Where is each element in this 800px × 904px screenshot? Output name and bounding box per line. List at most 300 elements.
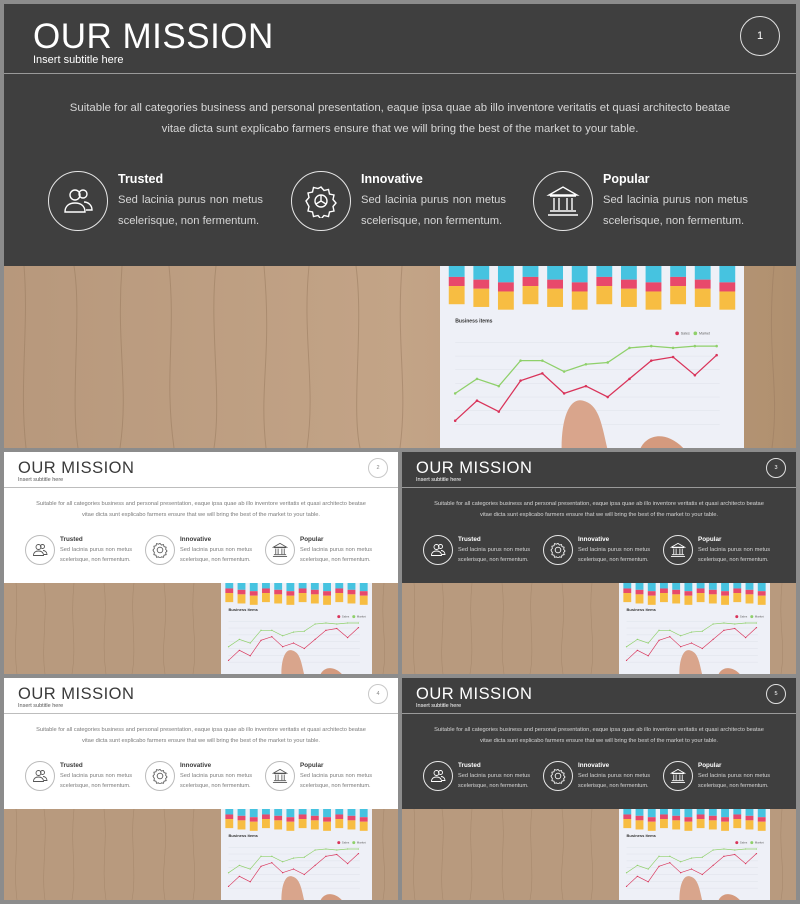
bar-segment [660, 588, 668, 593]
sales-line-point [358, 627, 359, 628]
market-line-point [304, 631, 305, 632]
bar-segment [697, 588, 705, 593]
feature-trusted [25, 534, 135, 580]
bar-segment [335, 583, 343, 588]
slide-title: OUR MISSION [416, 685, 533, 703]
header-divider [402, 713, 796, 714]
bar-segment [596, 277, 612, 286]
market-line-point [628, 347, 631, 350]
bar-segment [262, 814, 270, 819]
gear-icon [543, 761, 573, 791]
market-line-point [680, 635, 681, 636]
sales-line-point [314, 865, 315, 866]
bar-segment [348, 816, 356, 821]
market-line-point [745, 622, 746, 623]
sales-line-point [314, 639, 315, 640]
sales-line-point [637, 876, 638, 877]
market-line-point [650, 345, 653, 348]
bar-segment [323, 822, 331, 831]
feature-trusted [423, 534, 533, 580]
bar-segment [672, 816, 680, 821]
bar-segment [250, 822, 258, 831]
bar-segment [225, 819, 233, 828]
market-line-point [658, 856, 659, 857]
market-line-point [669, 630, 670, 631]
bar-segment [695, 289, 711, 307]
bar-segment [299, 819, 307, 828]
sales-line-point [691, 642, 692, 643]
bar-segment [733, 819, 741, 828]
feature-description: Sed lacinia purus non metus scelerisque, non fermentum. [458, 773, 530, 790]
slide-number-badge: 1 [740, 16, 780, 56]
bar-segment [299, 814, 307, 819]
sales-line-point [606, 396, 609, 399]
bar-segment [746, 594, 754, 603]
slide-title: OUR MISSION [416, 459, 533, 477]
feature-title: Trusted [60, 536, 83, 543]
bar-segment [323, 596, 331, 605]
sales-line-point [271, 636, 272, 637]
bar-segment [648, 817, 656, 822]
bar-segment [636, 590, 644, 595]
gear-icon [291, 171, 351, 231]
sales-line-point [712, 865, 713, 866]
bar-segment [311, 816, 319, 821]
sales-line-point [519, 379, 522, 382]
bar-segment [547, 289, 563, 307]
bar-segment [286, 817, 294, 822]
legend-label-sales: Sales [680, 331, 690, 336]
slide-number-badge: 2 [368, 458, 388, 478]
bar-segment [262, 819, 270, 828]
bar-segment [523, 286, 539, 304]
market-line-point [228, 646, 229, 647]
bar-segment [238, 594, 246, 603]
photo-svg [4, 583, 398, 674]
market-line-point [497, 385, 500, 388]
legend-swatch-sales [337, 615, 340, 618]
bar-segment [746, 816, 754, 821]
bar-segment [286, 809, 294, 817]
legend-swatch-sales [735, 615, 738, 618]
bar-segment [684, 817, 692, 822]
bank-icon [663, 761, 693, 791]
bar-segment [449, 286, 465, 304]
business-chart-photo [4, 266, 796, 448]
bar-segment [572, 282, 588, 291]
feature-trusted [25, 760, 135, 806]
legend-swatch-market [750, 615, 753, 618]
bar-segment [672, 590, 680, 595]
sales-line-point [304, 874, 305, 875]
bar-segment [758, 817, 766, 822]
bar-segment [646, 266, 662, 282]
bar-segment [286, 591, 294, 596]
gear-icon [145, 761, 175, 791]
market-line-point [585, 363, 588, 366]
feature-innovative [291, 168, 511, 258]
feature-title: Trusted [458, 762, 481, 769]
chart-title: Business items [455, 318, 493, 325]
business-chart-photo [402, 583, 796, 674]
bar-segment [238, 820, 246, 829]
bar-segment [274, 820, 282, 829]
feature-popular [265, 760, 375, 806]
sales-line-point [702, 648, 703, 649]
sales-line-point [228, 660, 229, 661]
bar-segment [572, 291, 588, 309]
bar-segment [274, 816, 282, 821]
sales-line-point [672, 356, 675, 359]
slide-3[interactable] [402, 452, 796, 674]
sales-line-point [637, 650, 638, 651]
bank-icon [663, 535, 693, 565]
market-line-point [691, 632, 692, 633]
market-line-point [658, 630, 659, 631]
legend-swatch-market [352, 841, 355, 844]
market-line-point [756, 622, 757, 623]
market-line-point [702, 857, 703, 858]
bar-segment [262, 809, 270, 814]
sales-line-point [712, 639, 713, 640]
sales-line-point [650, 359, 653, 362]
slide-4[interactable] [4, 678, 398, 900]
bar-segment [348, 809, 356, 816]
feature-popular [265, 534, 375, 580]
sales-line-point [694, 374, 697, 377]
bar-segment [623, 809, 631, 814]
sales-line-point [745, 863, 746, 864]
bar-segment [286, 583, 294, 591]
intro-text: Suitable for all categories business and personal presentation, eaque ipsa quae ab illo inventore veritatis et quasi architecto beatae vitae dicta sunt explicabo farmers ensure that we will bring the best of the market to your table. [434, 727, 764, 744]
bar-segment [348, 594, 356, 603]
bar-segment [684, 596, 692, 605]
market-line-point [541, 359, 544, 362]
sales-line-point [680, 872, 681, 873]
bar-segment [274, 590, 282, 595]
feature-title: Trusted [458, 536, 481, 543]
slide-header [4, 4, 796, 76]
bar-segment [623, 819, 631, 828]
slide-title: OUR MISSION [33, 17, 274, 56]
bar-segment [648, 809, 656, 817]
bar-segment [733, 593, 741, 602]
photo-svg [4, 266, 796, 448]
sales-line-point [626, 886, 627, 887]
bar-segment [311, 590, 319, 595]
bar-segment [670, 277, 686, 286]
bar-segment [449, 266, 465, 277]
bar-segment [572, 266, 588, 282]
sales-line-point [723, 856, 724, 857]
bar-segment [670, 286, 686, 304]
bank-icon [265, 761, 295, 791]
sales-line-point [628, 378, 631, 381]
market-line-point [702, 631, 703, 632]
feature-title: Popular [698, 536, 722, 543]
bar-segment [709, 816, 717, 821]
intro-text: Suitable for all categories business and personal presentation, eaque ipsa quae ab illo inventore veritatis et quasi architecto beatae vitae dicta sunt explicabo farmers ensure that we will bring the best of the market to your table. [36, 727, 366, 744]
sales-line-point [691, 868, 692, 869]
bar-segment [746, 590, 754, 595]
bar-segment [473, 289, 489, 307]
market-line-point [325, 848, 326, 849]
sales-line-point [336, 628, 337, 629]
bar-segment [225, 588, 233, 593]
bar-segment [498, 282, 514, 291]
bar-segment [709, 809, 717, 816]
bar-segment [311, 583, 319, 590]
header-divider [402, 487, 796, 488]
slide-5[interactable] [402, 678, 796, 900]
market-line-point [454, 392, 457, 395]
legend-label-market: Market [754, 614, 764, 619]
market-line-point [250, 868, 251, 869]
sales-line-point [293, 868, 294, 869]
legend-label-market: Market [754, 840, 764, 845]
bar-segment [719, 282, 735, 291]
gear-icon [543, 535, 573, 565]
slide-header [4, 452, 398, 488]
legend-swatch-market [352, 615, 355, 618]
bar-segment [758, 596, 766, 605]
sales-line-point [723, 630, 724, 631]
bar-segment [733, 588, 741, 593]
sales-line-point [282, 872, 283, 873]
intro-text: Suitable for all categories business and personal presentation, eaque ipsa quae ab illo inventore veritatis et quasi architecto beatae vitae dicta sunt explicabo farmers ensure that we will bring the best of the market to your table. [69, 102, 731, 135]
bar-segment [684, 583, 692, 591]
feature-description: Sed lacinia purus non metus scelerisque, non fermentum. [180, 547, 252, 564]
bar-segment [621, 280, 637, 289]
feature-innovative [145, 534, 255, 580]
bar-segment [672, 583, 680, 590]
slide-subtitle: Insert subtitle here [18, 703, 64, 709]
gear-icon [145, 535, 175, 565]
bar-segment [262, 583, 270, 588]
slide-title: OUR MISSION [18, 685, 135, 703]
legend-label-market: Market [356, 840, 366, 845]
sales-line-point [358, 853, 359, 854]
market-line-point [648, 868, 649, 869]
bar-segment [709, 583, 717, 590]
bar-segment [335, 588, 343, 593]
bar-segment [274, 809, 282, 816]
market-line-point [756, 848, 757, 849]
feature-innovative [543, 534, 653, 580]
bar-segment [672, 594, 680, 603]
bar-segment [623, 583, 631, 588]
market-line-point [745, 848, 746, 849]
bar-segment [547, 266, 563, 280]
slide-number-badge: 3 [766, 458, 786, 478]
market-line-point [239, 639, 240, 640]
market-line-point [669, 856, 670, 857]
slide-header [402, 678, 796, 714]
bar-segment [621, 266, 637, 280]
bar-segment [238, 590, 246, 595]
feature-title: Popular [300, 536, 324, 543]
feature-title: Trusted [118, 172, 164, 186]
chart-title: Business items [228, 833, 258, 839]
market-line-point [637, 639, 638, 640]
sales-line-point [347, 863, 348, 864]
business-chart-photo [4, 809, 398, 900]
bar-segment [660, 593, 668, 602]
market-line-point [347, 848, 348, 849]
chart-title: Business items [626, 833, 656, 839]
bar-segment [660, 819, 668, 828]
bar-segment [238, 583, 246, 590]
bar-segment [721, 596, 729, 605]
intro-text: Suitable for all categories business and personal presentation, eaque ipsa quae ab illo inventore veritatis et quasi architecto beatae vitae dicta sunt explicabo farmers ensure that we will bring the best of the market to your table. [36, 501, 366, 518]
feature-title: Innovative [578, 762, 610, 769]
photo-svg [402, 809, 796, 900]
market-line-point [694, 345, 697, 348]
bar-segment [648, 583, 656, 591]
bar-segment [721, 817, 729, 822]
slide-title: OUR MISSION [18, 459, 135, 477]
slide-number-badge: 4 [368, 684, 388, 704]
bar-segment [238, 816, 246, 821]
business-chart-photo [4, 583, 398, 674]
market-line-point [637, 865, 638, 866]
market-line-point [358, 848, 359, 849]
bar-segment [758, 809, 766, 817]
slide-subtitle: Insert subtitle here [18, 477, 64, 483]
feature-popular [533, 168, 753, 258]
bar-segment [697, 809, 705, 814]
sales-line-point [476, 399, 479, 402]
bar-segment [709, 590, 717, 595]
bar-segment [697, 819, 705, 828]
legend-label-sales: Sales [739, 840, 748, 845]
feature-description: Sed lacinia purus non metus scelerisque, non fermentum. [300, 547, 372, 564]
sales-line-point [541, 372, 544, 375]
feature-description: Sed lacinia purus non metus scelerisque, non fermentum. [60, 773, 132, 790]
market-line-point [626, 872, 627, 873]
sales-line-point [669, 862, 670, 863]
bar-segment [758, 583, 766, 591]
slide-subtitle: Insert subtitle here [416, 477, 462, 483]
market-line-point [250, 642, 251, 643]
feature-title: Innovative [361, 172, 423, 186]
bar-segment [299, 593, 307, 602]
bar-segment [684, 822, 692, 831]
market-line-point [563, 370, 566, 373]
bar-segment [250, 591, 258, 596]
bar-segment [636, 816, 644, 821]
slide-subtitle: Insert subtitle here [33, 54, 124, 66]
legend-swatch-sales [735, 841, 738, 844]
feature-popular [663, 760, 773, 806]
bar-segment [323, 809, 331, 817]
slide-2[interactable] [4, 452, 398, 674]
bar-segment [648, 591, 656, 596]
sales-line-point [325, 630, 326, 631]
bar-segment [225, 583, 233, 588]
bar-segment [360, 809, 368, 817]
slide-number-badge: 5 [766, 684, 786, 704]
bar-segment [719, 291, 735, 309]
sales-line-point [282, 646, 283, 647]
bar-segment [636, 809, 644, 816]
sales-line-point [325, 856, 326, 857]
bar-segment [695, 280, 711, 289]
bar-segment [250, 583, 258, 591]
sales-line-point [680, 646, 681, 647]
sales-line-point [734, 854, 735, 855]
market-line-point [271, 630, 272, 631]
feature-description: Sed lacinia purus non metus scelerisque, non fermentum. [60, 547, 132, 564]
market-line-point [734, 849, 735, 850]
bar-segment [746, 820, 754, 829]
photo-svg [402, 583, 796, 674]
feature-description: Sed lacinia purus non metus scelerisque, non fermentum. [578, 547, 650, 564]
bar-segment [323, 591, 331, 596]
feature-trusted [48, 168, 268, 258]
bar-segment [623, 814, 631, 819]
market-line-point [336, 849, 337, 850]
bar-segment [473, 280, 489, 289]
users-icon [423, 761, 453, 791]
bar-segment [721, 591, 729, 596]
bar-segment [299, 809, 307, 814]
bar-segment [262, 588, 270, 593]
market-line-point [715, 345, 718, 348]
bar-segment [274, 594, 282, 603]
bar-segment [335, 593, 343, 602]
market-line-point [314, 849, 315, 850]
feature-description: Sed lacinia purus non metus scelerisque, non fermentum. [300, 773, 372, 790]
chart-title: Business items [626, 607, 656, 613]
bank-icon [533, 171, 593, 231]
bar-segment [733, 583, 741, 588]
market-line-point [723, 848, 724, 849]
legend-label-market: Market [698, 331, 711, 336]
market-line-point [680, 861, 681, 862]
bar-segment [360, 817, 368, 822]
sales-line-point [454, 419, 457, 422]
sales-line-point [648, 655, 649, 656]
feature-description: Sed lacinia purus non metus scelerisque, non fermentum. [603, 194, 748, 227]
bar-segment [660, 809, 668, 814]
bar-segment [648, 596, 656, 605]
bar-segment [225, 814, 233, 819]
bar-segment [523, 277, 539, 286]
photo-svg [4, 809, 398, 900]
bar-segment [523, 266, 539, 277]
slide-1[interactable] [4, 4, 796, 448]
sales-line-point [271, 862, 272, 863]
feature-description: Sed lacinia purus non metus scelerisque, non fermentum. [361, 194, 506, 227]
bar-segment [733, 814, 741, 819]
feature-description: Sed lacinia purus non metus scelerisque, non fermentum. [458, 547, 530, 564]
bar-segment [250, 809, 258, 817]
users-icon [423, 535, 453, 565]
bar-segment [547, 280, 563, 289]
sales-line-point [239, 876, 240, 877]
bar-segment [646, 291, 662, 309]
legend-swatch-sales [337, 841, 340, 844]
market-line-point [358, 622, 359, 623]
bar-segment [596, 286, 612, 304]
bar-segment [660, 814, 668, 819]
bar-segment [746, 583, 754, 590]
bar-segment [311, 820, 319, 829]
slide-header [402, 452, 796, 488]
market-line-point [239, 865, 240, 866]
feature-trusted [423, 760, 533, 806]
